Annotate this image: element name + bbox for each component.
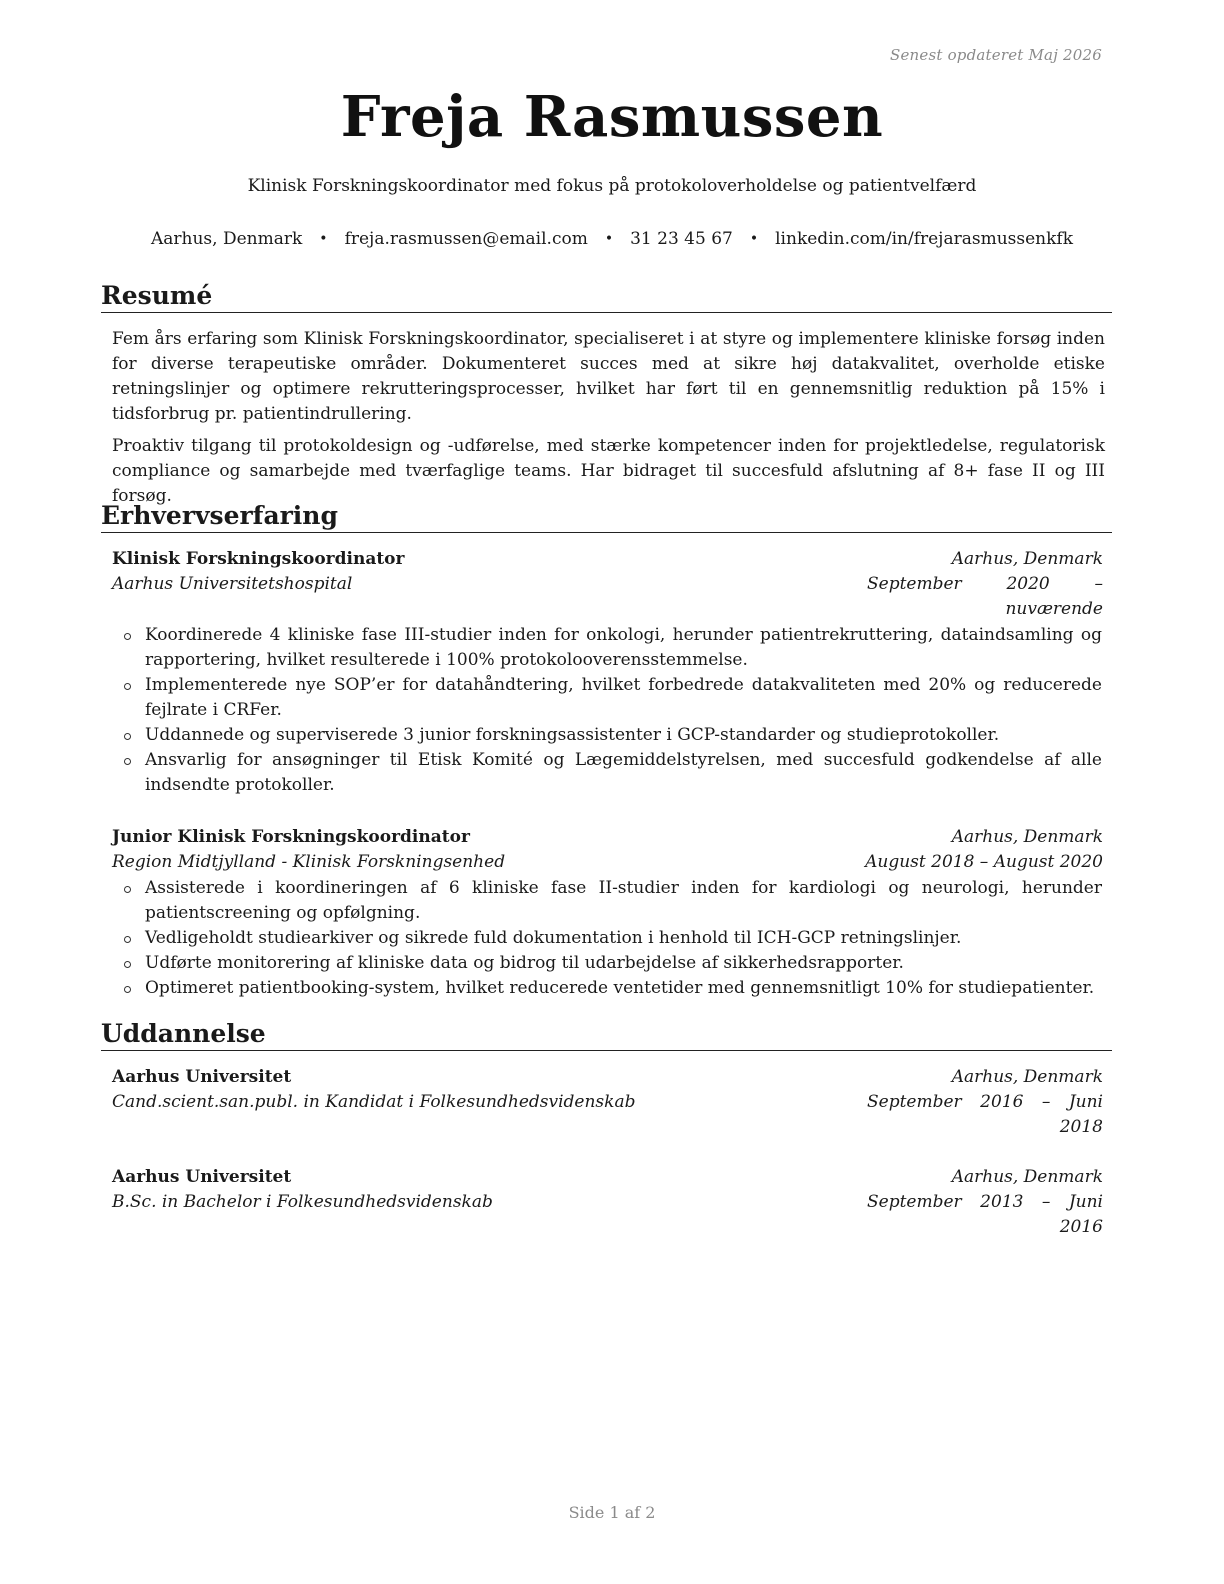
contact-linkedin[interactable]: linkedin.com/in/frejarasmussenkfk [775, 229, 1073, 249]
summary-paragraph: Proaktiv tilgang til protokoldesign og -udførelse, med stærke kompetencer inden for projektledelse, regulatorisk compliance og samarbejde med tværfaglige teams. Har bidraget til succesfuld afslutning af 8+ fase II og III forsøg. [112, 436, 1105, 506]
section-title-summary: Resumé [101, 281, 1112, 313]
contact-line [0, 229, 1224, 249]
education-location: Aarhus, Denmark [951, 1067, 1103, 1087]
circle-bullet-icon [124, 936, 131, 943]
section-title-experience: Erhvervserfaring [101, 501, 1112, 533]
bullet-text: Udførte monitorering af kliniske data og bidrog til udarbejdelse af sikkerhedsrapporter. [145, 953, 904, 973]
circle-bullet-icon [124, 733, 131, 740]
bullet-text: Assisterede i koordineringen af 6 kliniske fase II-studier inden for kardiologi og neurologi, herunder patientscreening og opfølgning. [145, 878, 1102, 923]
separator-bullet: • [319, 231, 328, 247]
education-school: Aarhus Universitet [112, 1067, 292, 1087]
contact-location: Aarhus, Denmark [151, 229, 303, 249]
list-item [112, 623, 1102, 673]
education-degree: Cand.scient.san.publ. in Kandidat i Folkesundhedsvidenskab [112, 1092, 636, 1112]
bullet-text: Uddannede og superviserede 3 junior forskningsassistenter i GCP-standarder og studieprotokoller. [145, 725, 1000, 745]
list-item [112, 926, 1102, 951]
education-location: Aarhus, Denmark [951, 1167, 1103, 1187]
list-item [112, 876, 1102, 926]
circle-bullet-icon [124, 986, 131, 993]
job-header [112, 547, 1103, 572]
circle-bullet-icon [124, 758, 131, 765]
list-item [112, 673, 1102, 723]
circle-bullet-icon [124, 886, 131, 893]
list-item [112, 723, 1102, 748]
education-dates: September 2013 – Juni 2016 [867, 1192, 1103, 1237]
circle-bullet-icon [124, 633, 131, 640]
circle-bullet-icon [124, 961, 131, 968]
separator-bullet: • [604, 231, 614, 247]
candidate-name: Freja Rasmussen [340, 84, 884, 150]
education-degree: B.Sc. in Bachelor i Folkesundhedsvidenskab [112, 1192, 493, 1212]
separator-bullet: • [749, 231, 759, 247]
last-updated-note: Senest opdateret Maj 2026 [889, 46, 1102, 64]
job-bullets [112, 623, 1102, 798]
job-bullets [112, 876, 1102, 1001]
bullet-text: Optimeret patientbooking-system, hvilket reducerede ventetider med gennemsnitligt 10% for studiepatienter. [145, 978, 1095, 998]
bullet-text: Koordinerede 4 kliniske fase III-studier inden for onkologi, herunder patientrekruttering, dataindsamling og rapportering, hvilket resulterede i 100% protokolooverensstemmelse. [145, 625, 1102, 670]
job-organization: Region Midtjylland - Klinisk Forskningsenhed [112, 852, 506, 872]
list-item [112, 951, 1102, 976]
bullet-text: Ansvarlig for ansøgninger til Etisk Komité og Lægemiddelstyrelsen, med succesfuld godkendelse af alle indsendte protokoller. [145, 750, 1102, 795]
contact-email[interactable]: freja.rasmussen@email.com [344, 229, 588, 249]
tagline: Klinisk Forskningskoordinator med fokus på protokoloverholdelse og patientvelfærd [247, 176, 977, 196]
job-org-row [112, 850, 1103, 875]
job-location: Aarhus, Denmark [951, 827, 1103, 847]
contact-phone: 31 23 45 67 [630, 229, 733, 249]
page-number: Side 1 af 2 [568, 1503, 656, 1522]
list-item [112, 976, 1102, 1001]
job-dates: September 2020 – nuværende [867, 574, 1103, 619]
circle-bullet-icon [124, 683, 131, 690]
education-dates: September 2016 – Juni 2018 [867, 1092, 1103, 1137]
job-dates: August 2018 – August 2020 [865, 852, 1103, 872]
list-item [112, 748, 1102, 798]
job-header [112, 825, 1103, 850]
bullet-text: Implementerede nye SOP’er for datahåndtering, hvilket forbedrede datakvaliteten med 20% og reducerede fejlrate i CRFer. [145, 675, 1102, 720]
education-header [112, 1165, 1103, 1190]
job-location: Aarhus, Denmark [951, 549, 1103, 569]
job-role: Klinisk Forskningskoordinator [112, 549, 405, 569]
section-title-education: Uddannelse [101, 1019, 1112, 1051]
summary-paragraph: Fem års erfaring som Klinisk Forskningskoordinator, specialiseret i at styre og implementere kliniske forsøg inden for diverse terapeutiske områder. Dokumenteret succes med at sikre høj datakvalitet, overholde etiske retningslinjer og optimere rekrutteringsprocesser, hvilket har ført til en gennemsnitlig reduktion på 15% i tidsforbrug pr. patientindrullering. [112, 329, 1105, 424]
job-role: Junior Klinisk Forskningskoordinator [112, 827, 470, 847]
bullet-text: Vedligeholdt studiearkiver og sikrede fuld dokumentation i henhold til ICH-GCP retningslinjer. [145, 928, 962, 948]
education-school: Aarhus Universitet [112, 1167, 292, 1187]
education-header [112, 1065, 1103, 1090]
job-organization: Aarhus Universitetshospital [112, 574, 353, 594]
